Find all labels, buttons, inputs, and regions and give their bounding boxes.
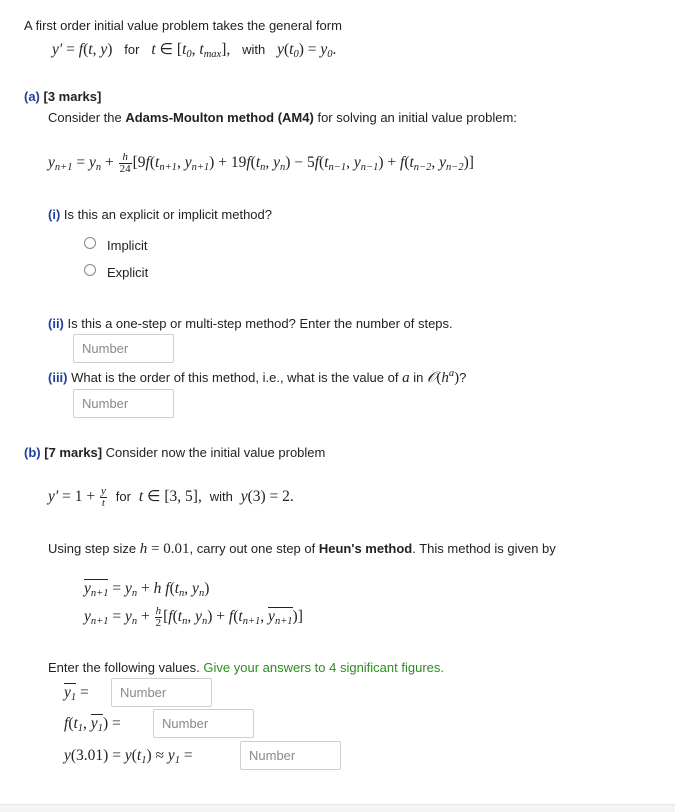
step-mid: , carry out one step of xyxy=(189,541,316,556)
f-t1-ybar1-input[interactable] xyxy=(153,709,254,738)
step-size-expression: h = 0.01 xyxy=(139,541,190,557)
sig-figs-hint: Give your answers to 4 significant figures. xyxy=(203,660,444,675)
ivp-equation: y′ = 1 + $\frac{y}{t}$ for t ∈ [3, 5], with y(3) = 2. xyxy=(48,485,294,509)
y301-label: $y(3.01) = y(t_1) \approx y_1$ = xyxy=(64,747,193,766)
question-ii-text: Is this a one-step or multi-step method? Enter the number of steps. xyxy=(67,316,453,331)
question-i-label: (i) xyxy=(48,207,61,222)
part-b-heading xyxy=(24,445,325,460)
option-implicit-label[interactable]: Implicit xyxy=(107,238,148,253)
part-b-text: Consider now the initial value problem xyxy=(105,445,326,460)
option-explicit-label[interactable]: Explicit xyxy=(107,265,149,280)
with-word: with xyxy=(242,42,266,57)
order-input[interactable] xyxy=(73,389,174,418)
question-iii-label: (iii) xyxy=(48,370,68,385)
part-b-label: (b) xyxy=(24,445,41,460)
enter-text: Enter the following values. xyxy=(48,660,200,675)
heun-method-name: Heun's method xyxy=(318,541,413,556)
consider-post: for solving an initial value problem: xyxy=(317,110,517,125)
f-t1-ybar1-label: $f(t_1$, $y_1$) = xyxy=(64,715,121,734)
question-ii-label: (ii) xyxy=(48,316,64,331)
heun-predictor-equation: $y_{n+1} = y_n + h$ $f(t_n$, $y_n$) xyxy=(84,580,210,599)
question-i xyxy=(48,207,272,222)
radio-explicit[interactable] xyxy=(84,264,96,276)
step-size-text xyxy=(48,541,556,558)
y1-input[interactable] xyxy=(240,741,341,770)
consider-pre: Consider the xyxy=(48,110,122,125)
heun-corrector-equation: $y_{n+1} = y_n$ + $\frac{h}{2}$ [$f(t_n$, $y_n) + f(t_{n+1}$, $y_{n+1}$)] xyxy=(84,605,303,629)
ybar1-input[interactable] xyxy=(111,678,212,707)
part-a-heading xyxy=(24,89,101,104)
radio-implicit[interactable] xyxy=(84,237,96,249)
part-a-label: (a) xyxy=(24,89,40,104)
step-pre: Using step size xyxy=(48,541,137,556)
general-form-equation: y′ = f(t, y) for t ∈ [$t_0$, $t_{max}$], with $y(t_0) = y_0$. xyxy=(52,41,337,60)
step-post: . This method is given by xyxy=(412,541,556,556)
part-a-consider xyxy=(48,110,517,125)
am4-method-name: Adams-Moulton method (AM4) xyxy=(125,110,314,125)
question-ii xyxy=(48,316,453,331)
enter-values-text xyxy=(48,660,444,675)
big-o-expression: $𝒪(h^a)$ xyxy=(426,368,460,386)
part-a-marks: [3 marks] xyxy=(43,89,102,104)
intro-text: A first order initial value problem takes the general form xyxy=(24,18,342,33)
ybar1-label: $y_1$ = xyxy=(64,684,89,703)
part-b-marks: [7 marks] xyxy=(44,445,103,460)
ivp-with-word: with xyxy=(209,489,233,505)
question-iii-text-mid: in xyxy=(413,370,424,385)
for-word: for xyxy=(124,42,140,57)
am4-equation: $y_{n+1} = y_n$ + $\frac{h}{24}$ [$9f(t_{n+1}$, $y_{n+1}) + 19f(t_n$, $y_n) - 5f(t_{n-1}$, $y_{n-1}) + f(t_{n-2}$, $y_{n-2}$)] xyxy=(48,151,474,175)
steps-input[interactable] xyxy=(73,334,174,363)
question-iii-text-post: ? xyxy=(459,370,467,385)
question-i-text: Is this an explicit or implicit method? xyxy=(63,207,272,222)
ivp-for-word: for xyxy=(115,489,131,505)
question-iii xyxy=(48,368,466,387)
question-iii-text-pre: What is the order of this method, i.e., what is the value of xyxy=(71,370,399,385)
order-variable-a: a xyxy=(402,370,410,386)
